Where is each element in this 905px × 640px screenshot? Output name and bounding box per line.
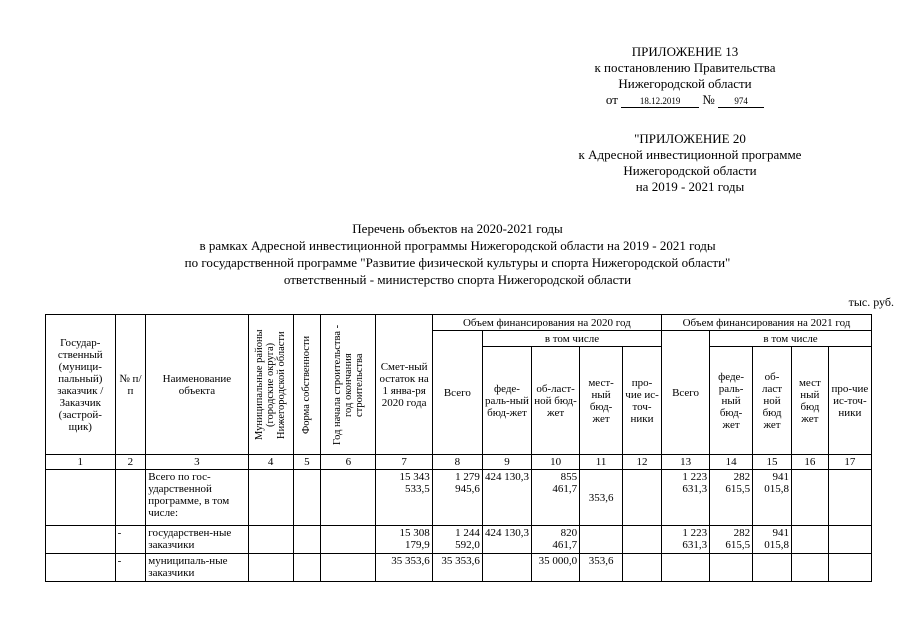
col-number: 2 xyxy=(115,455,146,470)
cell-customer xyxy=(46,526,116,554)
cell-years xyxy=(321,554,376,582)
col-header-including-2021: в том числе xyxy=(710,331,872,347)
cell-ownership xyxy=(293,470,321,526)
cell-years xyxy=(321,526,376,554)
cell-other-2020 xyxy=(623,526,662,554)
col-number: 16 xyxy=(791,455,828,470)
appendix-20-header xyxy=(540,131,840,195)
unit-label: тыс. руб. xyxy=(848,295,894,309)
col-header-balance: Смет-ный остаток на 1 янва-ря 2020 года xyxy=(376,315,432,455)
col-header-district: Муниципальные районы (городские округа) Нижегородской области xyxy=(254,329,288,440)
cell-federal-2021: 282 615,5 xyxy=(710,526,753,554)
col-number: 3 xyxy=(146,455,248,470)
col-header-num: № п/п xyxy=(115,315,146,455)
cell-district xyxy=(248,470,293,526)
col-header-years: Год начала строительства - год окончания строительства xyxy=(331,324,365,445)
cell-num xyxy=(115,470,146,526)
col-header-local-2020: мест-ный бюд-жет xyxy=(580,347,623,455)
col-header-federal-2021: феде-раль-ный бюд-жет xyxy=(710,347,753,455)
appendix-13-line2: Нижегородской области xyxy=(618,76,752,91)
col-number: 15 xyxy=(753,455,792,470)
col-header-including-2020: в том числе xyxy=(482,331,661,347)
cell-total-2021 xyxy=(662,554,710,582)
cell-local-2020: 353,6 xyxy=(580,554,623,582)
col-number: 9 xyxy=(482,455,531,470)
cell-local-2020 xyxy=(580,526,623,554)
table-row-state-customers xyxy=(46,526,872,554)
cell-balance: 15 308 179,9 xyxy=(376,526,432,554)
col-number: 5 xyxy=(293,455,321,470)
col-header-customer: Государ-ственный (муници-пальный) заказчик /Заказчик (застрой-щик) xyxy=(46,315,116,455)
table-row-municipal-customers xyxy=(46,554,872,582)
col-number: 6 xyxy=(321,455,376,470)
col-number: 13 xyxy=(662,455,710,470)
cell-years xyxy=(321,470,376,526)
col-header-name: Наименование объекта xyxy=(146,315,248,455)
cell-customer xyxy=(46,470,116,526)
cell-name: муниципаль-ные заказчики xyxy=(146,554,248,582)
title-line4: ответственный - министерство спорта Нижегородской области xyxy=(283,272,632,287)
cell-total-2020: 35 353,6 xyxy=(432,554,482,582)
col-number: 7 xyxy=(376,455,432,470)
cell-federal-2020: 424 130,3 xyxy=(482,526,531,554)
col-header-local-2021: мест ный бюд жет xyxy=(791,347,828,455)
col-header-regional-2021: об-ласт ной бюд жет xyxy=(753,347,792,455)
col-header-other-2020: про-чие ис-точ-ники xyxy=(623,347,662,455)
cell-regional-2020: 820 461,7 xyxy=(532,526,580,554)
col-header-ownership: Форма собственности xyxy=(301,335,313,434)
col-header-fin2021: Объем финансирования на 2021 год xyxy=(662,315,872,331)
cell-local-2021 xyxy=(791,526,828,554)
resolution-date: 18.12.2019 xyxy=(621,96,699,108)
cell-federal-2020 xyxy=(482,554,531,582)
cell-other-2020 xyxy=(623,470,662,526)
document-title xyxy=(60,220,855,288)
col-number: 11 xyxy=(580,455,623,470)
col-number: 17 xyxy=(828,455,871,470)
appendix-13-title: ПРИЛОЖЕНИЕ 13 xyxy=(631,44,739,59)
title-line2: в рамках Адресной инвестиционной программы Нижегородской области на 2019 - 2021 годы xyxy=(199,238,716,253)
column-numbers-row xyxy=(46,455,872,470)
col-header-fin2020: Объем финансирования на 2020 год xyxy=(432,315,661,331)
col-number: 14 xyxy=(710,455,753,470)
cell-total-2020: 1 279 945,6 xyxy=(432,470,482,526)
cell-regional-2021: 941 015,8 xyxy=(753,470,792,526)
appendix-20-line3: на 2019 - 2021 годы xyxy=(635,179,745,194)
table-row-total xyxy=(46,470,872,526)
cell-district xyxy=(248,554,293,582)
cell-local-2021 xyxy=(791,554,828,582)
cell-local-2020: 353,6 xyxy=(580,470,623,526)
cell-customer xyxy=(46,554,116,582)
cell-total-2021: 1 223 631,3 xyxy=(662,526,710,554)
appendix-20-line1: к Адресной инвестиционной программе xyxy=(578,147,802,162)
col-header-total-2021: Всего xyxy=(662,331,710,455)
col-header-total-2020: Всего xyxy=(432,331,482,455)
cell-other-2021 xyxy=(828,526,871,554)
from-label: от xyxy=(605,92,618,107)
cell-total-2021: 1 223 631,3 xyxy=(662,470,710,526)
appendix-20-title: "ПРИЛОЖЕНИЕ 20 xyxy=(634,131,746,146)
appendix-13-header xyxy=(555,44,815,108)
col-header-federal-2020: феде-раль-ный бюд-жет xyxy=(482,347,531,455)
appendix-20-line2: Нижегородской области xyxy=(623,163,757,178)
cell-other-2021 xyxy=(828,470,871,526)
objects-table xyxy=(45,314,872,582)
col-number: 12 xyxy=(623,455,662,470)
col-header-regional-2020: об-ласт-ной бюд-жет xyxy=(532,347,580,455)
cell-federal-2021: 282 615,5 xyxy=(710,470,753,526)
cell-regional-2020: 855 461,7 xyxy=(532,470,580,526)
cell-other-2021 xyxy=(828,554,871,582)
col-number: 4 xyxy=(248,455,293,470)
cell-regional-2021: 941 015,8 xyxy=(753,526,792,554)
title-line3: по государственной программе "Развитие физической культуры и спорта Нижегородской области" xyxy=(184,255,731,270)
appendix-13-date-line xyxy=(606,92,764,108)
col-number: 8 xyxy=(432,455,482,470)
col-number: 10 xyxy=(532,455,580,470)
col-number: 1 xyxy=(46,455,116,470)
cell-federal-2021 xyxy=(710,554,753,582)
cell-regional-2020: 35 000,0 xyxy=(532,554,580,582)
cell-federal-2020: 424 130,3 xyxy=(482,470,531,526)
cell-name: Всего по гос-ударственной программе, в том числе: xyxy=(146,470,248,526)
cell-balance: 15 343 533,5 xyxy=(376,470,432,526)
cell-name: государствен-ные заказчики xyxy=(146,526,248,554)
cell-regional-2021 xyxy=(753,554,792,582)
resolution-number: 974 xyxy=(718,96,764,108)
col-header-other-2021: про-чие ис-точ-ники xyxy=(828,347,871,455)
title-line1: Перечень объектов на 2020-2021 годы xyxy=(352,221,563,236)
cell-other-2020 xyxy=(623,554,662,582)
appendix-13-line1: к постановлению Правительства xyxy=(594,60,776,75)
cell-local-2021 xyxy=(791,470,828,526)
cell-balance: 35 353,6 xyxy=(376,554,432,582)
cell-num: - xyxy=(115,554,146,582)
cell-district xyxy=(248,526,293,554)
cell-num: - xyxy=(115,526,146,554)
cell-ownership xyxy=(293,554,321,582)
cell-ownership xyxy=(293,526,321,554)
number-sign: № xyxy=(702,92,715,107)
cell-total-2020: 1 244 592,0 xyxy=(432,526,482,554)
